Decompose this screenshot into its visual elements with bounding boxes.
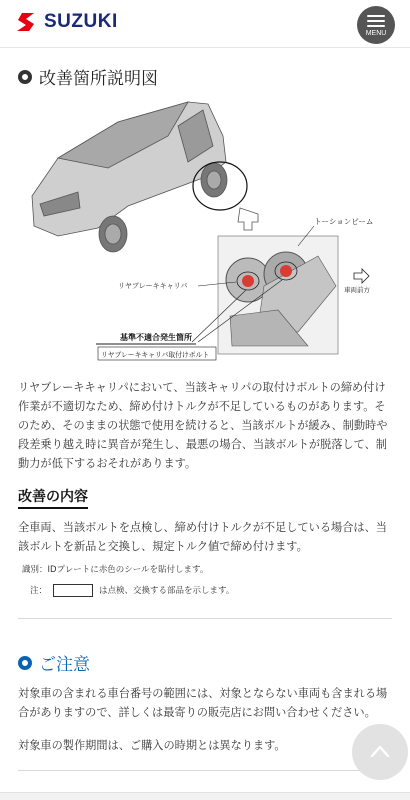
note-suffix: は点検、交換する部品を示します。 [99,586,235,596]
id-note: 識別：IDプレートに赤色のシールを貼付します。 [22,565,209,575]
caliper-detail-image [218,236,338,354]
caution-title-text: ご注意 [39,655,90,675]
improvement-heading: 改善の内容 [18,486,88,509]
legend-note [30,584,234,597]
caution-text-2: 対象車の製作期間は、ご購入の時期とは異なります。 [18,739,286,752]
menu-label: MENU [365,30,387,37]
legend-box [53,584,93,597]
section-title-text: 改善箇所説明図 [39,69,158,89]
label-caliper-bolt: リヤブレーキキャリパ取付けボルト [101,351,210,359]
brand-name: SUZUKI [44,11,118,32]
improvement-location-diagram [18,96,396,364]
note-prefix: 注： [30,586,48,596]
ring-bullet-icon [18,656,32,670]
description-text: リヤブレーキキャリパにおいて、当該キャリパの取付けボルトの締め付け作業が不適切なため、締め付けトルクが不足しているものがあります。そのため、そのままの状態で使用を続けると、当該ボルトが緩み、制動時や段差乗り越え時に異音が発生し、最悪の場合、当該ボルトが脱落して、制動力が低下するおそれがあります。 [18,381,388,470]
label-vehicle-front: 車両前方 [344,286,370,294]
vehicle-front-arrow-icon [354,269,369,283]
improvement-text: 全車両、当該ボルトを点検し、締め付けトルクが不足している場合は、当該ボルトを新品と交換し、規定トルク値で締め付けます。 [18,521,387,553]
down-arrow-icon [238,208,258,230]
bottom-bar [0,792,410,800]
section-title-diagram [18,64,158,89]
label-defect-location: 基準不適合発生箇所 [120,333,192,342]
label-rear-brake-caliper: リヤブレーキキャリパ [118,282,188,290]
label-torsion-beam: トーションビーム [314,217,374,226]
ring-bullet-icon [18,70,32,84]
chevron-up-icon [370,744,390,758]
section-divider [18,770,392,771]
car-illustration [32,102,227,252]
back-to-top-button[interactable] [352,724,408,780]
menu-button[interactable] [357,6,395,44]
suzuki-logo[interactable] [16,11,118,33]
section-divider [18,618,392,619]
section-title-caution [18,650,90,675]
site-header [0,0,410,48]
suzuki-s-logo-icon [16,11,38,33]
caution-text-1: 対象車の含まれる車台番号の範囲には、対象とならない車両も含まれる場合がありますので、詳しくは最寄りの販売店にお問い合わせください。 [18,687,388,719]
hamburger-icon [367,15,385,30]
